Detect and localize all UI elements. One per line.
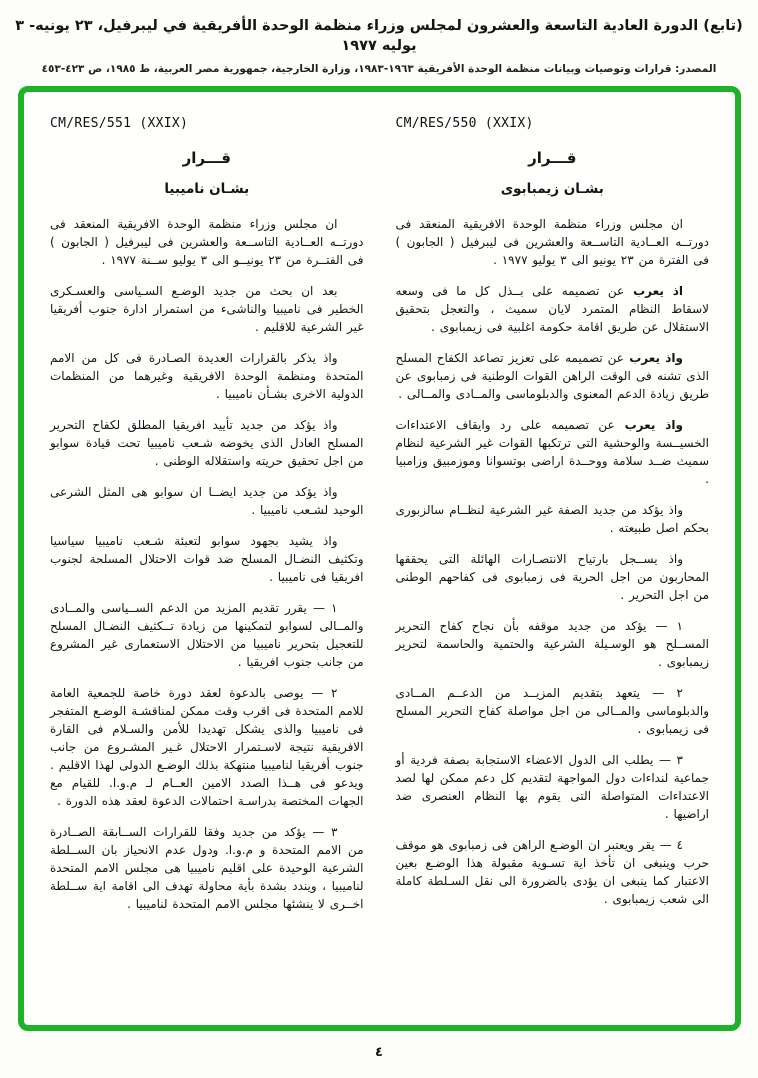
header-title: (تابع) الدورة العادية التاسعة والعشرون لمجلس وزراء منظمة الوحدة الأفريقية في ليبرفيل، ٢٣ يونيه- ٣ يوليه ١٩٧٧: [15, 18, 743, 55]
resolution-paragraph: ٣ — يؤكد من جديد وفقا للقرارات الســابقة الصــادرة من الامم المتحدة و م.و.ا. ودول عدم الانحياز بان الســلطة الشرعية الوحيدة على اقليم ناميبيا هى مجلس الامم المتحدة لناميبيا ، ويندد بشدة بأية محاولة تهدف الى اقامة اية ســلطة اخــرى لا ينشئها مجلس الامم المتحدة لناميبيا .: [50, 825, 364, 911]
resolution-paragraph: واذ يســجل بارتياح الانتصـارات الهائلة التى يحققها المحاربون من اجل الحرية فى زمبابوى فى كفاحهم الوطنى من اجل التحرير .: [395, 552, 709, 602]
resolution-paragraph: ١ — يقرر تقديم المزيد من الدعم الســياسى والمــادى والمــالى لسوابو لتمكينها من زيادة تــكثيف النضـال المسلح للتعجيل بتحرير ناميبيا من الاحتلال الاستعمارى غير المشروع من جانب جنوب افريقيا .: [50, 601, 364, 669]
resolution-paragraph: واذ يذكر بالقرارات العديدة الصـادرة فى كل من الامم المتحدة ومنظمة الوحدة الافريقية وغيرهما من المنظمات الدولية الاخرى بشـأن ناميبيا .: [50, 351, 364, 401]
resolution-heading-550: قـــرار: [528, 149, 577, 167]
resolution-paragraph: ٣ — يطلب الى الدول الاعضاء الاستجابة بصفة فردية أو جماعية لنداءات دول المواجهة لتقديم كل دعم ممكن لها لصد الاعتداءات المتواصلة التى يقوم بها النظام العنصرى ضد اراضيها .: [395, 753, 709, 821]
resolution-paragraph: ان مجلس وزراء منظمة الوحدة الافريقية المنعقد فى دورتــه العــادية التاســعة والعشرين فى ليبرفيل ( الجابون ) فى الفتــرة من ٢٣ يونيــو الى ٣ يوليو ســنة ١٩٧٧ .: [50, 217, 364, 267]
resolution-550-column: [396, 116, 710, 1007]
resolution-paragraph: واذ يعرب عن تصميمه على تعزيز تصاعد الكفاح المسلح الذى تشنه فى الوقت الراهن القوات الوطنية فى زمبابوى عن طريق زيادة الدعم المعنوى والدبلوماسى والمــادى والمــالى .: [395, 351, 709, 401]
resolution-paragraph: واذ يؤكد من جديد تأييد افريقيا المطلق لكفاح التحرير المسلح العادل الذى يخوضه شـعب ناميبيا تحت قيادة سوابو من اجل تحقيق حريته واستقلاله الوطنى .: [50, 418, 364, 468]
resolution-paragraph: ٤ — يقر ويعتبر ان الوضـع الراهن فى زمبابوى هو موقف حرب وينبغى ان تأخذ اية تسـوية مقبولة هذا الوضـع بعين الاعتبار كما ينبغى ان يؤدى بالضرورة الى نقل السـلطة كاملة الى شعب زيمبابوى .: [395, 838, 709, 906]
header-source: المصدر: قرارات وتوصيات وبيانات منظمة الوحدة الأفريقية ١٩٦٣-١٩٨٣، وزارة الخارجية، جمهورية مصر العربية، ط ١٩٨٥، ص ٤٢٣-٤٥٣: [41, 62, 717, 75]
resolution-body-550: [396, 215, 710, 908]
resolution-paragraph: واذ يشيد بجهود سوابو لتعبئة شـعب ناميبيا سياسيا وتكثيف النضـال المسلح ضد قوات الاحتلال المسلحة لجنوب افريقيا فى ناميبيا .: [50, 534, 364, 584]
resolution-paragraph: ٢ — يتعهد بتقديم المزيــد من الدعــم المــادى والدبلوماسى والمــالى من اجل مواصلة كفاح التحرير المسلح فى زيمبابوى .: [395, 686, 709, 736]
page-number: ٤: [375, 1045, 383, 1060]
resolution-subject-551: بشـان ناميبيا: [164, 181, 250, 197]
resolution-paragraph: اذ يعرب عن تصميمه على بــذل كل ما فى وسعه لاسقاط النظام المتمرد لايان سميث ، والتعجل بتحقيق الاستقلال عن طريق اقامة حكومة اغلبية فى زيمبابوى .: [395, 284, 709, 334]
page-header: [0, 0, 758, 75]
resolution-paragraph: بعد ان بحث من جديد الوضـع السـياسى والعسـكرى الخطير فى ناميبيا والناشىء من استمرار ادارة جنوب أفريقيا غير الشرعية للاقليم .: [50, 284, 364, 334]
resolution-paragraph: واذ يؤكد من جديد الصفة غير الشرعية لنظــام سالزبورى بحكم اصل طبيعته .: [395, 503, 709, 535]
resolution-paragraph: ان مجلس وزراء منظمة الوحدة الافريقية المنعقد فى دورتــه العــادية التاســعة والعشرين فى ليبرفيل ( الجابون ) فى الفترة من ٢٣ يونيو الى ٣ يوليو ١٩٧٧ .: [395, 217, 709, 267]
resolution-paragraph: واذ يعرب عن تصميمه على رد وايقاف الاعتداءات الخسيــسة والوحشية التى ترتكبها القوات غير الشرعية لنظام سميث ضــد سلامة ووحــدة اراضى بوتسوانا وموزمبيق وزامبيا .: [395, 418, 709, 486]
resolution-paragraph: ٢ — يوصى بالدعوة لعقد دورة خاصة للجمعية العامة للامم المتحدة فى اقرب وقت ممكن لمناقشـة الوضـع المتفجر فى ناميبيا والذى يشكل تهديدا للأمن والسـلام فى القارة الافريقية نتيجة لاسـتمرار الاحتلال غـير المشـروع من جانب جنوب أفريقيا لناميبيا منتهكة بذلك الوضـع الدولى لهذا الاقليم . ويدعو فى هــذا الصدد الامين العــام لـ م.و.ا. للقيام مع الجهات المختصة بدراسـة احتمالات الدعوة لعقد هذه الدورة .: [50, 686, 364, 808]
doc-number-550: CM/RES/550 (XXIX): [395, 116, 534, 131]
resolution-subject-550: بشـان زيمبابوى: [500, 181, 604, 197]
two-column-layout: [50, 116, 709, 1007]
resolution-paragraph: واذ يؤكد من جديد ايضــا ان سوابو هى المثل الشرعى الوحيد لشـعب ناميبيا .: [50, 485, 364, 517]
doc-number-551: CM/RES/551 (XXIX): [50, 116, 189, 131]
resolution-body-551: [50, 215, 364, 913]
resolution-551-column: [50, 116, 364, 1007]
resolution-paragraph: ١ — يؤكد من جديد موقفه بأن نجاح كفاح التحرير المســلح هو الوسـيلة الشرعية والحتمية والحاسمة لتحرير زيمبابوى .: [395, 619, 709, 669]
resolution-heading-551: قـــرار: [182, 149, 231, 167]
resolution-box: [18, 86, 741, 1031]
